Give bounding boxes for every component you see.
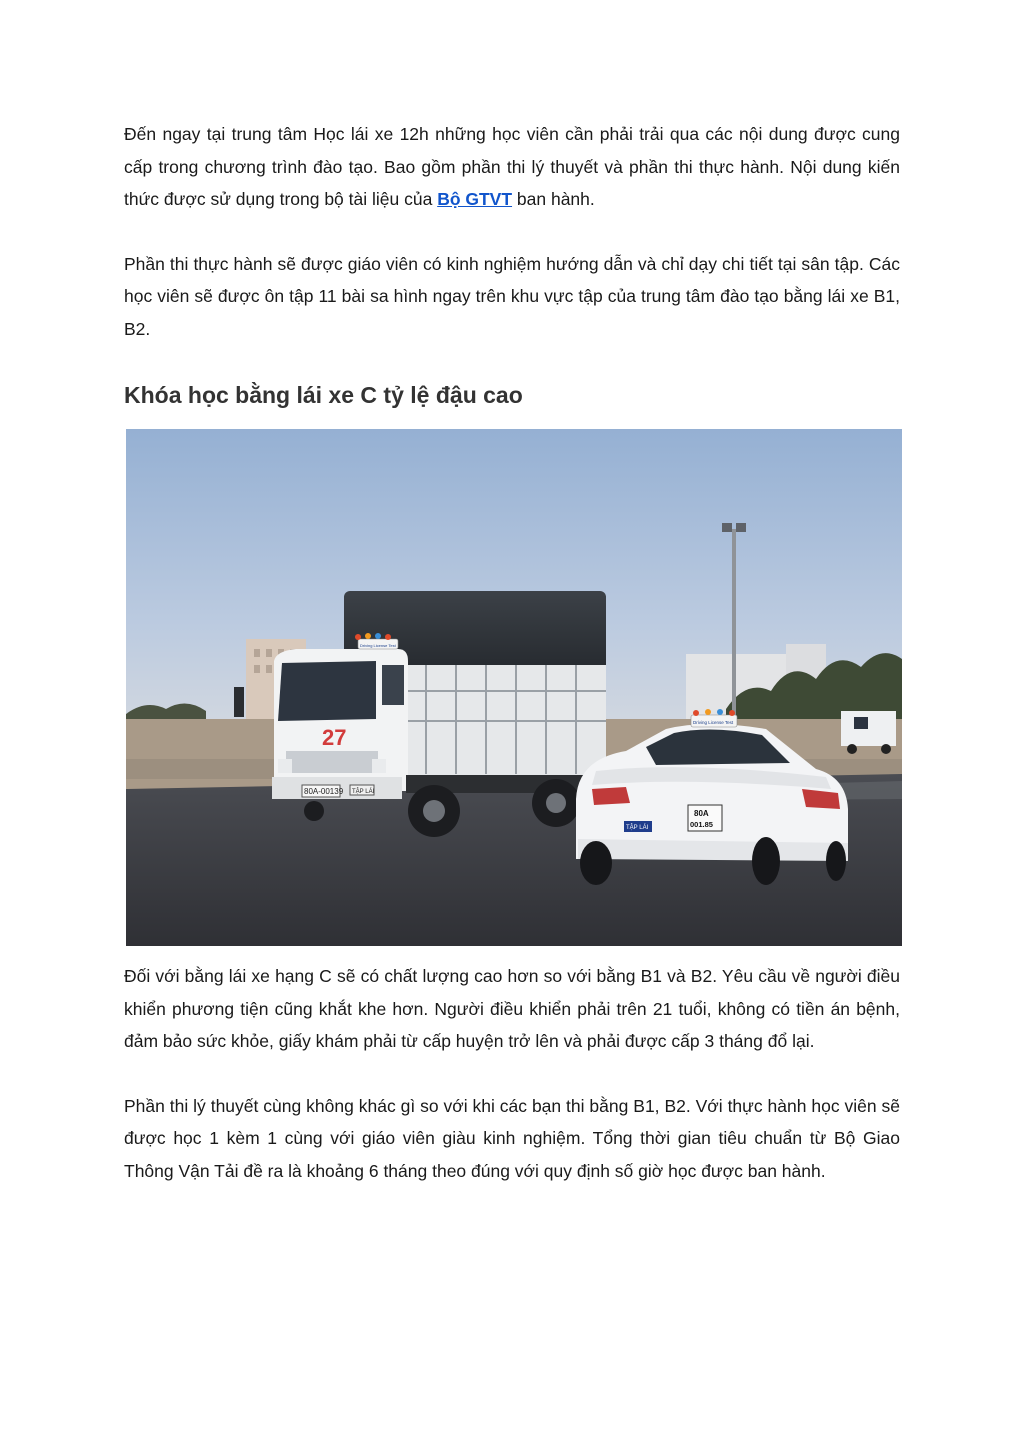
paragraph-intro-text: Đến ngay tại trung tâm Học lái xe 12h những học viên cần phải trải qua các nội dung được cung cấp trong chương trình đào tạo. Bao gồm phần thi lý thuyết và phần thi thực hành. Nội dung kiến thức được sử dụng trong bộ tài liệu của [124, 124, 900, 209]
car-plate-line1: 80A [694, 809, 709, 818]
document-page [124, 118, 900, 1187]
truck-cab-number: 27 [322, 725, 347, 750]
paragraph-practice: Phần thi thực hành sẽ được giáo viên có kinh nghiệm hướng dẫn và chỉ dạy chi tiết tại sân tập. Các học viên sẽ được ôn tập 11 bài sa hình ngay trên khu vực tập của trung tâm đào tạo bằng lái xe B1, B2. [124, 253, 900, 339]
truck-roof-sign: Driving License Test [360, 643, 396, 648]
car-roof-sign: Driving License Test [693, 720, 734, 725]
paragraph-theory: Phần thi lý thuyết cùng không khác gì so với khi các bạn thi bằng B1, B2. Với thực hành học viên sẽ được học 1 kèm 1 cùng với giáo viên giàu kinh nghiệm. Tổng thời gian tiêu chuẩn từ Bộ Giao Thông Vận Tải đề ra là khoảng 6 tháng theo đúng với quy định số giờ học được ban hành. [124, 1095, 900, 1181]
car-tag: TẬP LÁI [626, 825, 649, 831]
paragraph-license-c: Đối với bằng lái xe hạng C sẽ có chất lượng cao hơn so với bằng B1 và B2. Yêu cầu về người điều khiển phương tiện cũng khắt khe hơn. Người điều khiển phải trên 21 tuổi, không có tiền án bệnh, đảm bảo sức khỏe, giấy khám phải từ cấp huyện trở lên và phải được cấp 3 tháng đổ lại. [124, 966, 900, 1051]
truck-tag: TẬP LÁI [352, 789, 375, 795]
paragraph-intro [124, 118, 900, 216]
truck-plate: 80A-00139 [304, 787, 344, 796]
driving-test-photo [126, 429, 902, 946]
section-heading: Khóa học bằng lái xe C tỷ lệ đậu cao [124, 382, 523, 408]
paragraph-intro-tail: ban hành. [512, 189, 595, 209]
car-plate-line2: 001.85 [690, 820, 713, 829]
bo-gtvt-link[interactable]: Bộ GTVT [437, 189, 513, 209]
